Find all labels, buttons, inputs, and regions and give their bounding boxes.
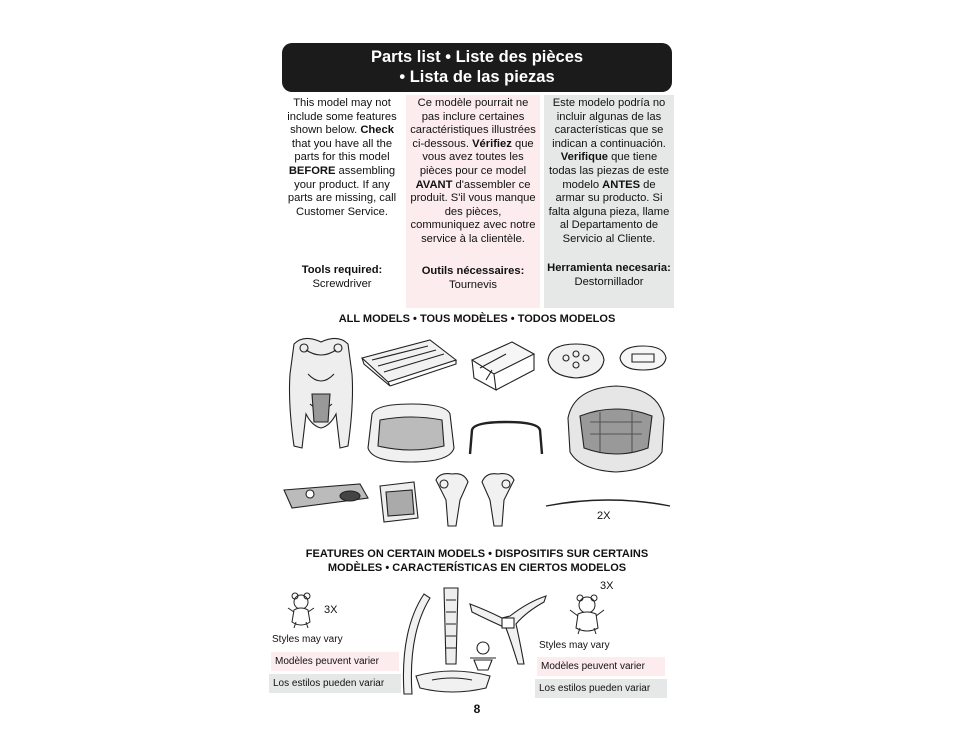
mat-illustration: [358, 334, 460, 388]
frame-tube-illustration: [544, 492, 672, 510]
frame-tube-quantity: 2X: [597, 510, 611, 522]
toy-bar-illustration: [544, 338, 608, 382]
bear-toy-left-illustration: [286, 592, 316, 630]
seat-base-illustration: [412, 664, 494, 698]
right-note-english: Styles may vary: [539, 640, 610, 651]
english-tools: [282, 263, 402, 291]
english-tools-label: Tools required:: [301, 264, 383, 276]
spanish-tools-label: Herramienta necesaria:: [547, 262, 671, 274]
french-tools-label: Outils nécessaires:: [421, 265, 525, 277]
french-column: [406, 95, 540, 308]
light-panel-illustration: [614, 340, 672, 376]
english-intro: This model may not include some features shown below. Check that you have all the parts for this model BEFORE assembling your product. If any parts are missing, call Customer Service.: [287, 97, 397, 218]
left-note-english: Styles may vary: [272, 634, 343, 645]
bear-toy-right-illustration: [568, 594, 606, 636]
all-models-heading: ALL MODELS • TOUS MODÈLES • TODOS MODELOS: [338, 313, 616, 325]
right-note-french: Modèles peuvent varier: [537, 657, 665, 676]
canopy-bag-illustration: [374, 478, 424, 526]
features-heading: [270, 547, 684, 575]
arch-wire-illustration: [464, 418, 548, 458]
spanish-column: [544, 95, 674, 308]
leg-bracket-left-illustration: [430, 470, 474, 532]
right-note-spanish: Los estilos pueden variar: [535, 679, 667, 698]
title-line-1: Parts list • Liste des pièces: [370, 48, 584, 66]
tray-illustration: [366, 400, 456, 466]
english-column: [282, 95, 402, 308]
features-heading-line-2: MODÈLES • CARACTERÍSTICAS EN CIERTOS MODELOS: [327, 562, 627, 574]
english-tools-value: Screwdriver: [312, 278, 372, 290]
base-box-illustration: [466, 334, 538, 392]
seat-pad-illustration: [284, 334, 358, 454]
french-tools-value: Tournevis: [449, 279, 497, 291]
play-yard-illustration: [560, 382, 672, 474]
french-intro: Ce modèle pourrait ne pas inclure certaines caractéristiques illustrées ci-dessous. Vérifiez que vous avez toutes les pièces pour ce model AVANT d'assembler ce produit. S'il vous manque des pièces, communiquez avec notre service à la clientèle.: [410, 97, 536, 245]
page-number: 8: [473, 702, 481, 716]
left-note-spanish: Los estilos pueden variar: [269, 674, 401, 693]
toy-tray-illustration: [280, 478, 370, 514]
features-heading-line-1: FEATURES ON CERTAIN MODELS • DISPOSITIFS SUR CERTAINS: [305, 548, 649, 560]
pole-illustration: [436, 584, 466, 668]
left-toy-quantity: 3X: [324, 604, 338, 616]
spanish-tools: [544, 261, 674, 289]
left-note-french: Modèles peuvent varier: [271, 652, 399, 671]
page-title-banner: [282, 43, 672, 92]
spanish-intro: Este modelo podría no incluir algunas de las características que se indican a continuación. Verifique que tiene todas las piezas de este modelo ANTES de armar su producto. Si falta alguna pieza, llame al Departamento de Servicio al Cliente.: [548, 97, 670, 245]
spanish-tools-value: Destornillador: [574, 276, 644, 288]
title-line-2: • Lista de las piezas: [399, 68, 555, 86]
leg-bracket-right-illustration: [476, 470, 520, 532]
right-toy-quantity: 3X: [600, 580, 614, 592]
french-tools: [406, 264, 540, 292]
